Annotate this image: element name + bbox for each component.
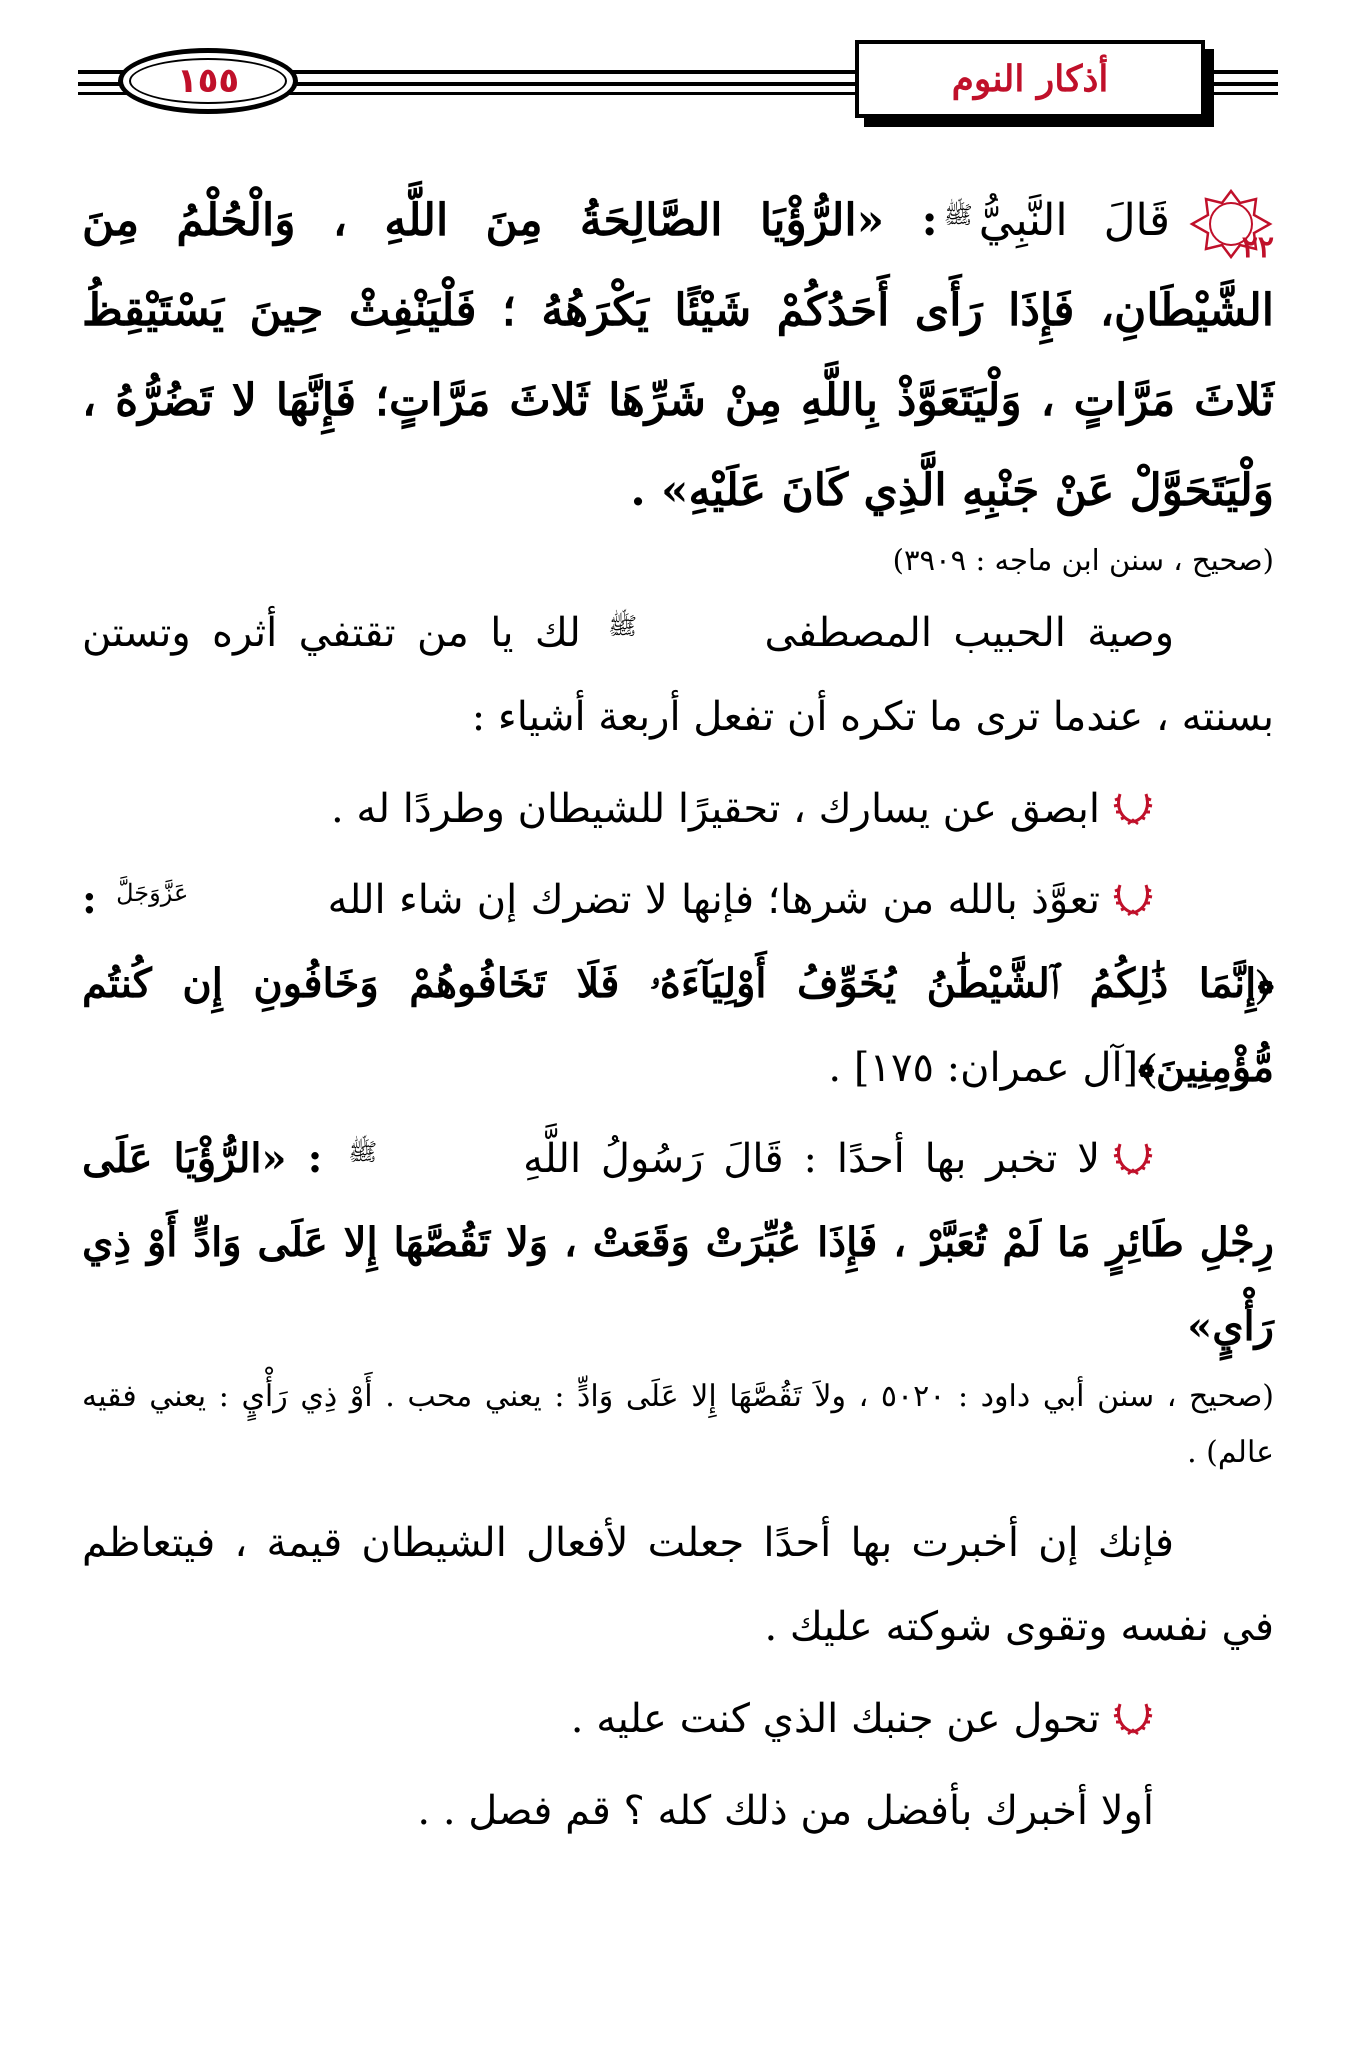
bullet-tell-no-one-text: لا تخبر بها أحدًا : قَالَ رَسُولُ اللَّهِ [523,1136,1101,1182]
chapter-title: أذكار النوم [951,58,1109,100]
page-content [82,170,1274,1853]
hadith-number: ٢٢ [1241,229,1274,265]
hadith-source: (صحيح ، سنن ابن ماجه : ٣٩٠٩) [892,543,1274,577]
wreath-icon [1112,1696,1154,1738]
dream-hadith: : «الرُّؤْيَا عَلَى رِجْلِ طَائِرٍ مَا لَمْ تُعَبَّرْ ، فَإِذَا عُبِّرَتْ وَقَعَتْ ، وَلا تَقُصَّهَا إِلا عَلَى وَادٍّ أَوْ ذِي رَأْيٍ» [82,1135,1274,1350]
bullet-spit-text: ابصق عن يسارك ، تحقيرًا للشيطان وطردًا له . [330,786,1100,832]
hadith-paragraph [82,170,1274,536]
chapter-title-box [855,40,1205,118]
intro-before: وصية الحبيب المصطفى [764,610,1175,656]
bullet-seek-refuge-text: تعوَّذ بالله من شرها؛ فإنها لا تضرك إن شاء الله [327,877,1100,923]
intro-after: لك يا من تقتفي أثره وتستن بسنته ، عندما ترى ما تكره أن تفعل أربعة أشياء : [82,610,1274,740]
hadith-text: : «الرُّؤْيَا الصَّالِحَةُ مِنَ اللَّهِ ، وَالْحُلْمُ مِنَ الشَّيْطَانِ، فَإِذَا رَأَى أَحَدُكُمْ شَيْئًا يَكْرَهُهُ ؛ فَلْيَنْفِثْ حِينَ يَسْتَيْقِظُ ثَلاثَ مَرَّاتٍ ، وَلْيَتَعَوَّذْ بِاللَّهِ مِنْ شَرِّهَا ثَلاثَ مَرَّاتٍ؛ فَإِنَّهَا لا تَضُرُّهُ ، وَلْيَتَحَوَّلْ عَنْ جَنْبِهِ الَّذِي كَانَ عَلَيْهِ» . [82,195,1274,516]
page-number: ١٥٥ [176,61,240,101]
wreath-icon [1112,877,1154,919]
hadith-number-rosette [1188,189,1274,265]
bullet-seek-refuge [82,851,1274,1110]
page-number-badge [118,48,298,114]
bullet-turn-over-text: تحول عن جنبك الذي كنت عليه . [570,1696,1100,1742]
closing-line: أولا أخبرك بأفضل من ذلك كله ؟ قم فصل . . [417,1788,1154,1834]
wreath-icon [1112,786,1154,828]
honorific-seal: ﷺ [943,201,973,229]
bullet-turn-over [82,1677,1274,1761]
intro-honorific: ﷺ [608,612,638,640]
bullet-spit [82,767,1274,851]
intro-paragraph [82,584,1274,759]
prophet-honorific: ﷺ [348,1138,378,1166]
bullet-tell-no-one [82,1110,1274,1369]
quran-verse: : ﴿إِنَّمَا ذَٰلِكُمُ ٱلشَّيْطَٰنُ يُخَوِّفُ أَوْلِيَآءَهُۥ فَلَا تَخَافُوهُمْ وَخَافُونِ إِن كُنتُم مُّؤْمِنِينَ﴾ [82,876,1274,1091]
hadith-intro: قَالَ النَّبِيُّ [978,195,1170,246]
explanation-paragraph: فإنك إن أخبرت بها أحدًا جعلت لأفعال الشيطان قيمة ، فيتعاظم في نفسه وتقوى شوكته عليك . [82,1520,1274,1650]
verse-reference: [آل عمران: ١٧٥] . [828,1045,1139,1091]
glorification-seal: عَزَّوَجَلَّ [116,879,189,907]
wreath-icon [1112,1136,1154,1178]
dream-hadith-source: (صحيح ، سنن أبي داود : ٥٠٢٠ ، ولاَ تَقُصَّهَا إِلا عَلَى وَادٍّ : يعني محب . أَوْ ذِي رَأْيٍ : يعني فقيه عالم) . [82,1379,1274,1470]
